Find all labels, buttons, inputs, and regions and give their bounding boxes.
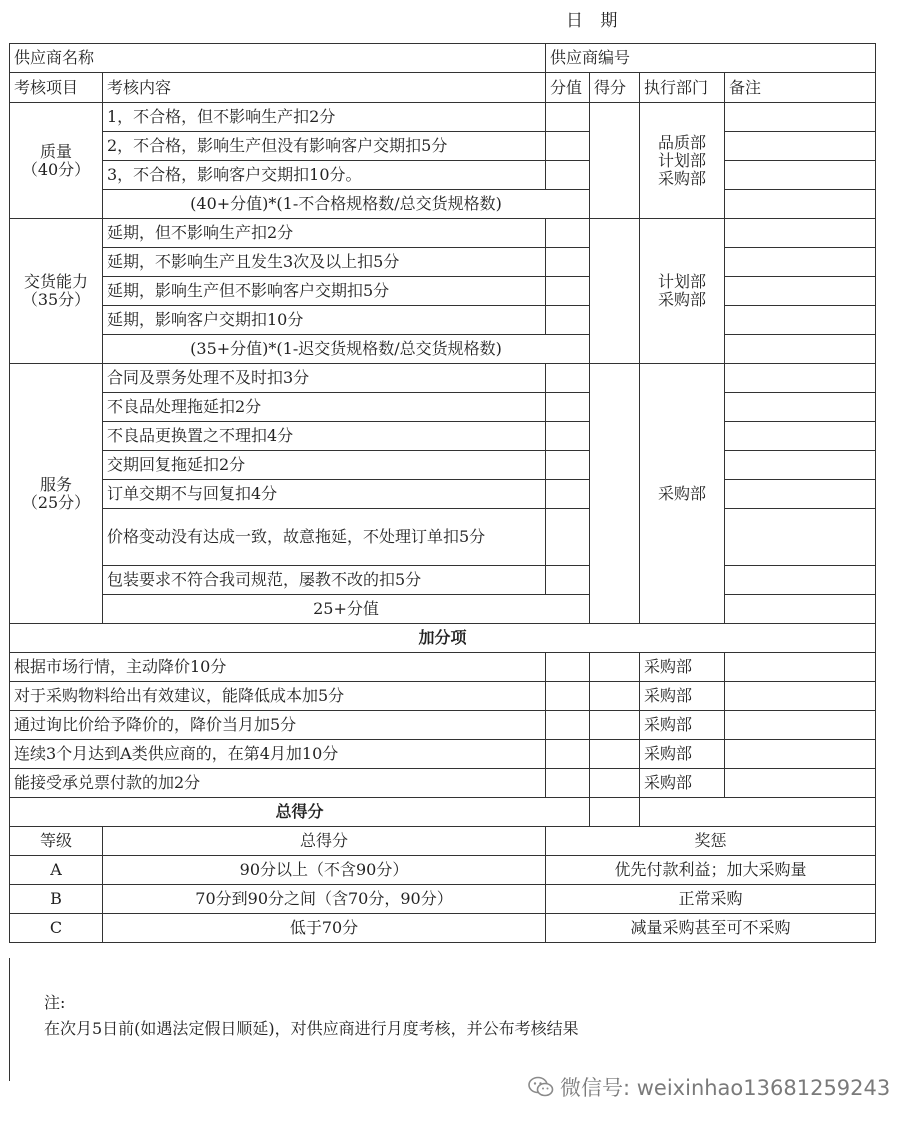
grade-row (10, 914, 876, 943)
dept-name: 计划部 (658, 150, 707, 170)
bonus-item: 根据市场行情，主动降价10分 (10, 653, 546, 682)
remark-cell[interactable] (725, 161, 876, 190)
criteria-item: 延期，影响生产但不影响客户交期扣5分 (103, 277, 546, 306)
col-header-score-value: 分值 (546, 73, 590, 103)
remark-cell[interactable] (725, 277, 876, 306)
notes-text: 在次月5日前(如遇法定假日顺延)，对供应商进行月度考核，并公布考核结果 (44, 1019, 579, 1038)
score-cell[interactable] (590, 740, 640, 769)
category-delivery (10, 219, 103, 364)
dept-service (640, 364, 725, 624)
criteria-item: 1，不合格，但不影响生产扣2分 (103, 103, 546, 132)
table-row (10, 451, 876, 480)
bonus-title: 加分项 (10, 624, 876, 653)
col-header-content: 考核内容 (103, 73, 546, 103)
table-row (10, 711, 876, 740)
formula-delivery: (35+分值)*(1-迟交货规格数/总交货规格数) (103, 335, 590, 364)
bonus-dept: 采购部 (640, 711, 725, 740)
score-cell[interactable] (590, 364, 640, 624)
remark-cell[interactable] (725, 248, 876, 277)
category-points: （35分） (21, 290, 91, 309)
score-value-cell[interactable] (546, 132, 590, 161)
remark-cell[interactable] (725, 769, 876, 798)
total-label: 总得分 (10, 798, 590, 827)
remark-cell[interactable] (725, 740, 876, 769)
criteria-item: 不良品更换置之不理扣4分 (103, 422, 546, 451)
total-blank-cell (640, 798, 876, 827)
score-value-cell[interactable] (546, 422, 590, 451)
remark-cell[interactable] (725, 219, 876, 248)
criteria-item: 包装要求不符合我司规范，屡教不改的扣5分 (103, 566, 546, 595)
grade-row (10, 856, 876, 885)
score-value-cell[interactable] (546, 682, 590, 711)
criteria-item: 合同及票务处理不及时扣3分 (103, 364, 546, 393)
table-row (10, 161, 876, 190)
criteria-item: 延期，但不影响生产扣2分 (103, 219, 546, 248)
category-name: 服务 (39, 474, 72, 494)
table-row (10, 306, 876, 335)
score-value-cell[interactable] (546, 740, 590, 769)
table-header-row (10, 73, 876, 103)
grade-score-header: 总得分 (103, 827, 546, 856)
remark-cell[interactable] (725, 711, 876, 740)
category-name: 质量 (39, 141, 72, 161)
supplier-code-label: 供应商编号 (546, 44, 876, 73)
score-value-cell[interactable] (546, 364, 590, 393)
criteria-item: 不良品处理拖延扣2分 (103, 393, 546, 422)
wechat-icon (528, 1076, 554, 1098)
score-value-cell[interactable] (546, 161, 590, 190)
total-score-cell[interactable] (590, 798, 640, 827)
table-row (10, 190, 876, 219)
grade-header: 等级 (10, 827, 103, 856)
grade-row (10, 885, 876, 914)
notes-label: 注: (44, 993, 66, 1012)
grade-reward-header: 奖惩 (546, 827, 876, 856)
score-value-cell[interactable] (546, 393, 590, 422)
table-row (10, 653, 876, 682)
bonus-dept: 采购部 (640, 682, 725, 711)
grade-letter: A (10, 856, 103, 885)
dept-name: 计划部 (658, 272, 707, 291)
remark-cell[interactable] (725, 566, 876, 595)
criteria-item: 订单交期不与回复扣4分 (103, 480, 546, 509)
criteria-item: 2，不合格，影响生产但没有影响客户交期扣5分 (103, 132, 546, 161)
bonus-title-row (10, 624, 876, 653)
col-header-dept: 执行部门 (640, 73, 725, 103)
score-value-cell[interactable] (546, 769, 590, 798)
table-row (10, 422, 876, 451)
grade-letter: C (10, 914, 103, 943)
remark-cell[interactable] (725, 595, 876, 624)
date-label: 日 期 (566, 11, 624, 31)
bonus-item: 能接受承兑票付款的加2分 (10, 769, 546, 798)
table-row (10, 682, 876, 711)
remark-cell[interactable] (725, 480, 876, 509)
grade-letter: B (10, 885, 103, 914)
table-row (10, 132, 876, 161)
grade-reward: 优先付款利益；加大采购量 (546, 856, 876, 885)
category-name: 交货能力 (23, 272, 88, 291)
score-cell[interactable] (590, 219, 640, 364)
bonus-item: 连续3个月达到A类供应商的，在第4月加10分 (10, 740, 546, 769)
category-points: （25分） (21, 492, 91, 512)
score-cell[interactable] (590, 711, 640, 740)
grade-header-row (10, 827, 876, 856)
col-header-remark: 备注 (725, 73, 876, 103)
table-row (10, 277, 876, 306)
remark-cell[interactable] (725, 335, 876, 364)
formula-service: 25+分值 (103, 595, 590, 624)
score-cell[interactable] (590, 682, 640, 711)
category-points: （40分） (21, 159, 91, 179)
supplier-evaluation-table (9, 43, 876, 943)
criteria-item: 3，不合格，影响客户交期扣10分。 (103, 161, 546, 190)
bonus-dept: 采购部 (640, 769, 725, 798)
score-cell[interactable] (590, 653, 640, 682)
remark-cell[interactable] (725, 509, 876, 566)
table-row (10, 480, 876, 509)
table-row (10, 740, 876, 769)
criteria-item: 交期回复拖延扣2分 (103, 451, 546, 480)
score-value-cell[interactable] (546, 219, 590, 248)
dept-name: 采购部 (658, 483, 707, 503)
dept-name: 采购部 (658, 290, 707, 309)
bonus-item: 通过询比价给予降价的，降价当月加5分 (10, 711, 546, 740)
score-value-cell[interactable] (546, 653, 590, 682)
dept-quality (640, 103, 725, 219)
remark-cell[interactable] (725, 103, 876, 132)
remark-cell[interactable] (725, 653, 876, 682)
category-service (10, 364, 103, 624)
remark-cell[interactable] (725, 422, 876, 451)
table-row (10, 248, 876, 277)
remark-cell[interactable] (725, 190, 876, 219)
remark-cell[interactable] (725, 306, 876, 335)
table-row (10, 393, 876, 422)
score-value-cell[interactable] (546, 480, 590, 509)
table-row (10, 335, 876, 364)
bonus-item: 对于采购物料给出有效建议，能降低成本加5分 (10, 682, 546, 711)
supplier-name-label: 供应商名称 (10, 44, 546, 73)
score-value-cell[interactable] (546, 566, 590, 595)
formula-quality: (40+分值)*(1-不合格规格数/总交货规格数) (103, 190, 590, 219)
table-row (10, 364, 876, 393)
total-row (10, 798, 876, 827)
score-cell[interactable] (590, 103, 640, 219)
col-header-item: 考核项目 (10, 73, 103, 103)
table-row (10, 103, 876, 132)
dept-name: 品质部 (658, 132, 707, 152)
score-value-cell[interactable] (546, 451, 590, 480)
bonus-dept: 采购部 (640, 740, 725, 769)
dept-delivery (640, 219, 725, 364)
criteria-item: 延期，不影响生产且发生3次及以上扣5分 (103, 248, 546, 277)
dept-name: 采购部 (658, 168, 707, 188)
remark-cell[interactable] (725, 132, 876, 161)
table-row (10, 219, 876, 248)
watermark-text: 微信号: weixinhao13681259243 (560, 1076, 891, 1100)
table-row (10, 595, 876, 624)
category-quality (10, 103, 103, 219)
table-row (10, 769, 876, 798)
grade-reward: 减量采购甚至可不采购 (546, 914, 876, 943)
table-row (10, 566, 876, 595)
col-header-score: 得分 (590, 73, 640, 103)
score-value-cell[interactable] (546, 306, 590, 335)
remark-cell[interactable] (725, 451, 876, 480)
remark-cell[interactable] (725, 393, 876, 422)
score-value-cell[interactable] (546, 509, 590, 566)
score-value-cell[interactable] (546, 248, 590, 277)
bonus-dept: 采购部 (640, 653, 725, 682)
score-value-cell[interactable] (546, 277, 590, 306)
notes-section (9, 958, 876, 1081)
grade-reward: 正常采购 (546, 885, 876, 914)
grade-score: 低于70分 (103, 914, 546, 943)
remark-cell[interactable] (725, 364, 876, 393)
criteria-item: 价格变动没有达成一致，故意拖延，不处理订单扣5分 (103, 509, 546, 566)
watermark (528, 1072, 890, 1102)
remark-cell[interactable] (725, 682, 876, 711)
score-cell[interactable] (590, 769, 640, 798)
supplier-info-row (10, 44, 876, 73)
grade-score: 70分到90分之间（含70分，90分） (103, 885, 546, 914)
score-value-cell[interactable] (546, 711, 590, 740)
table-row (10, 509, 876, 566)
criteria-item: 延期，影响客户交期扣10分 (103, 306, 546, 335)
grade-score: 90分以上（不含90分） (103, 856, 546, 885)
score-value-cell[interactable] (546, 103, 590, 132)
